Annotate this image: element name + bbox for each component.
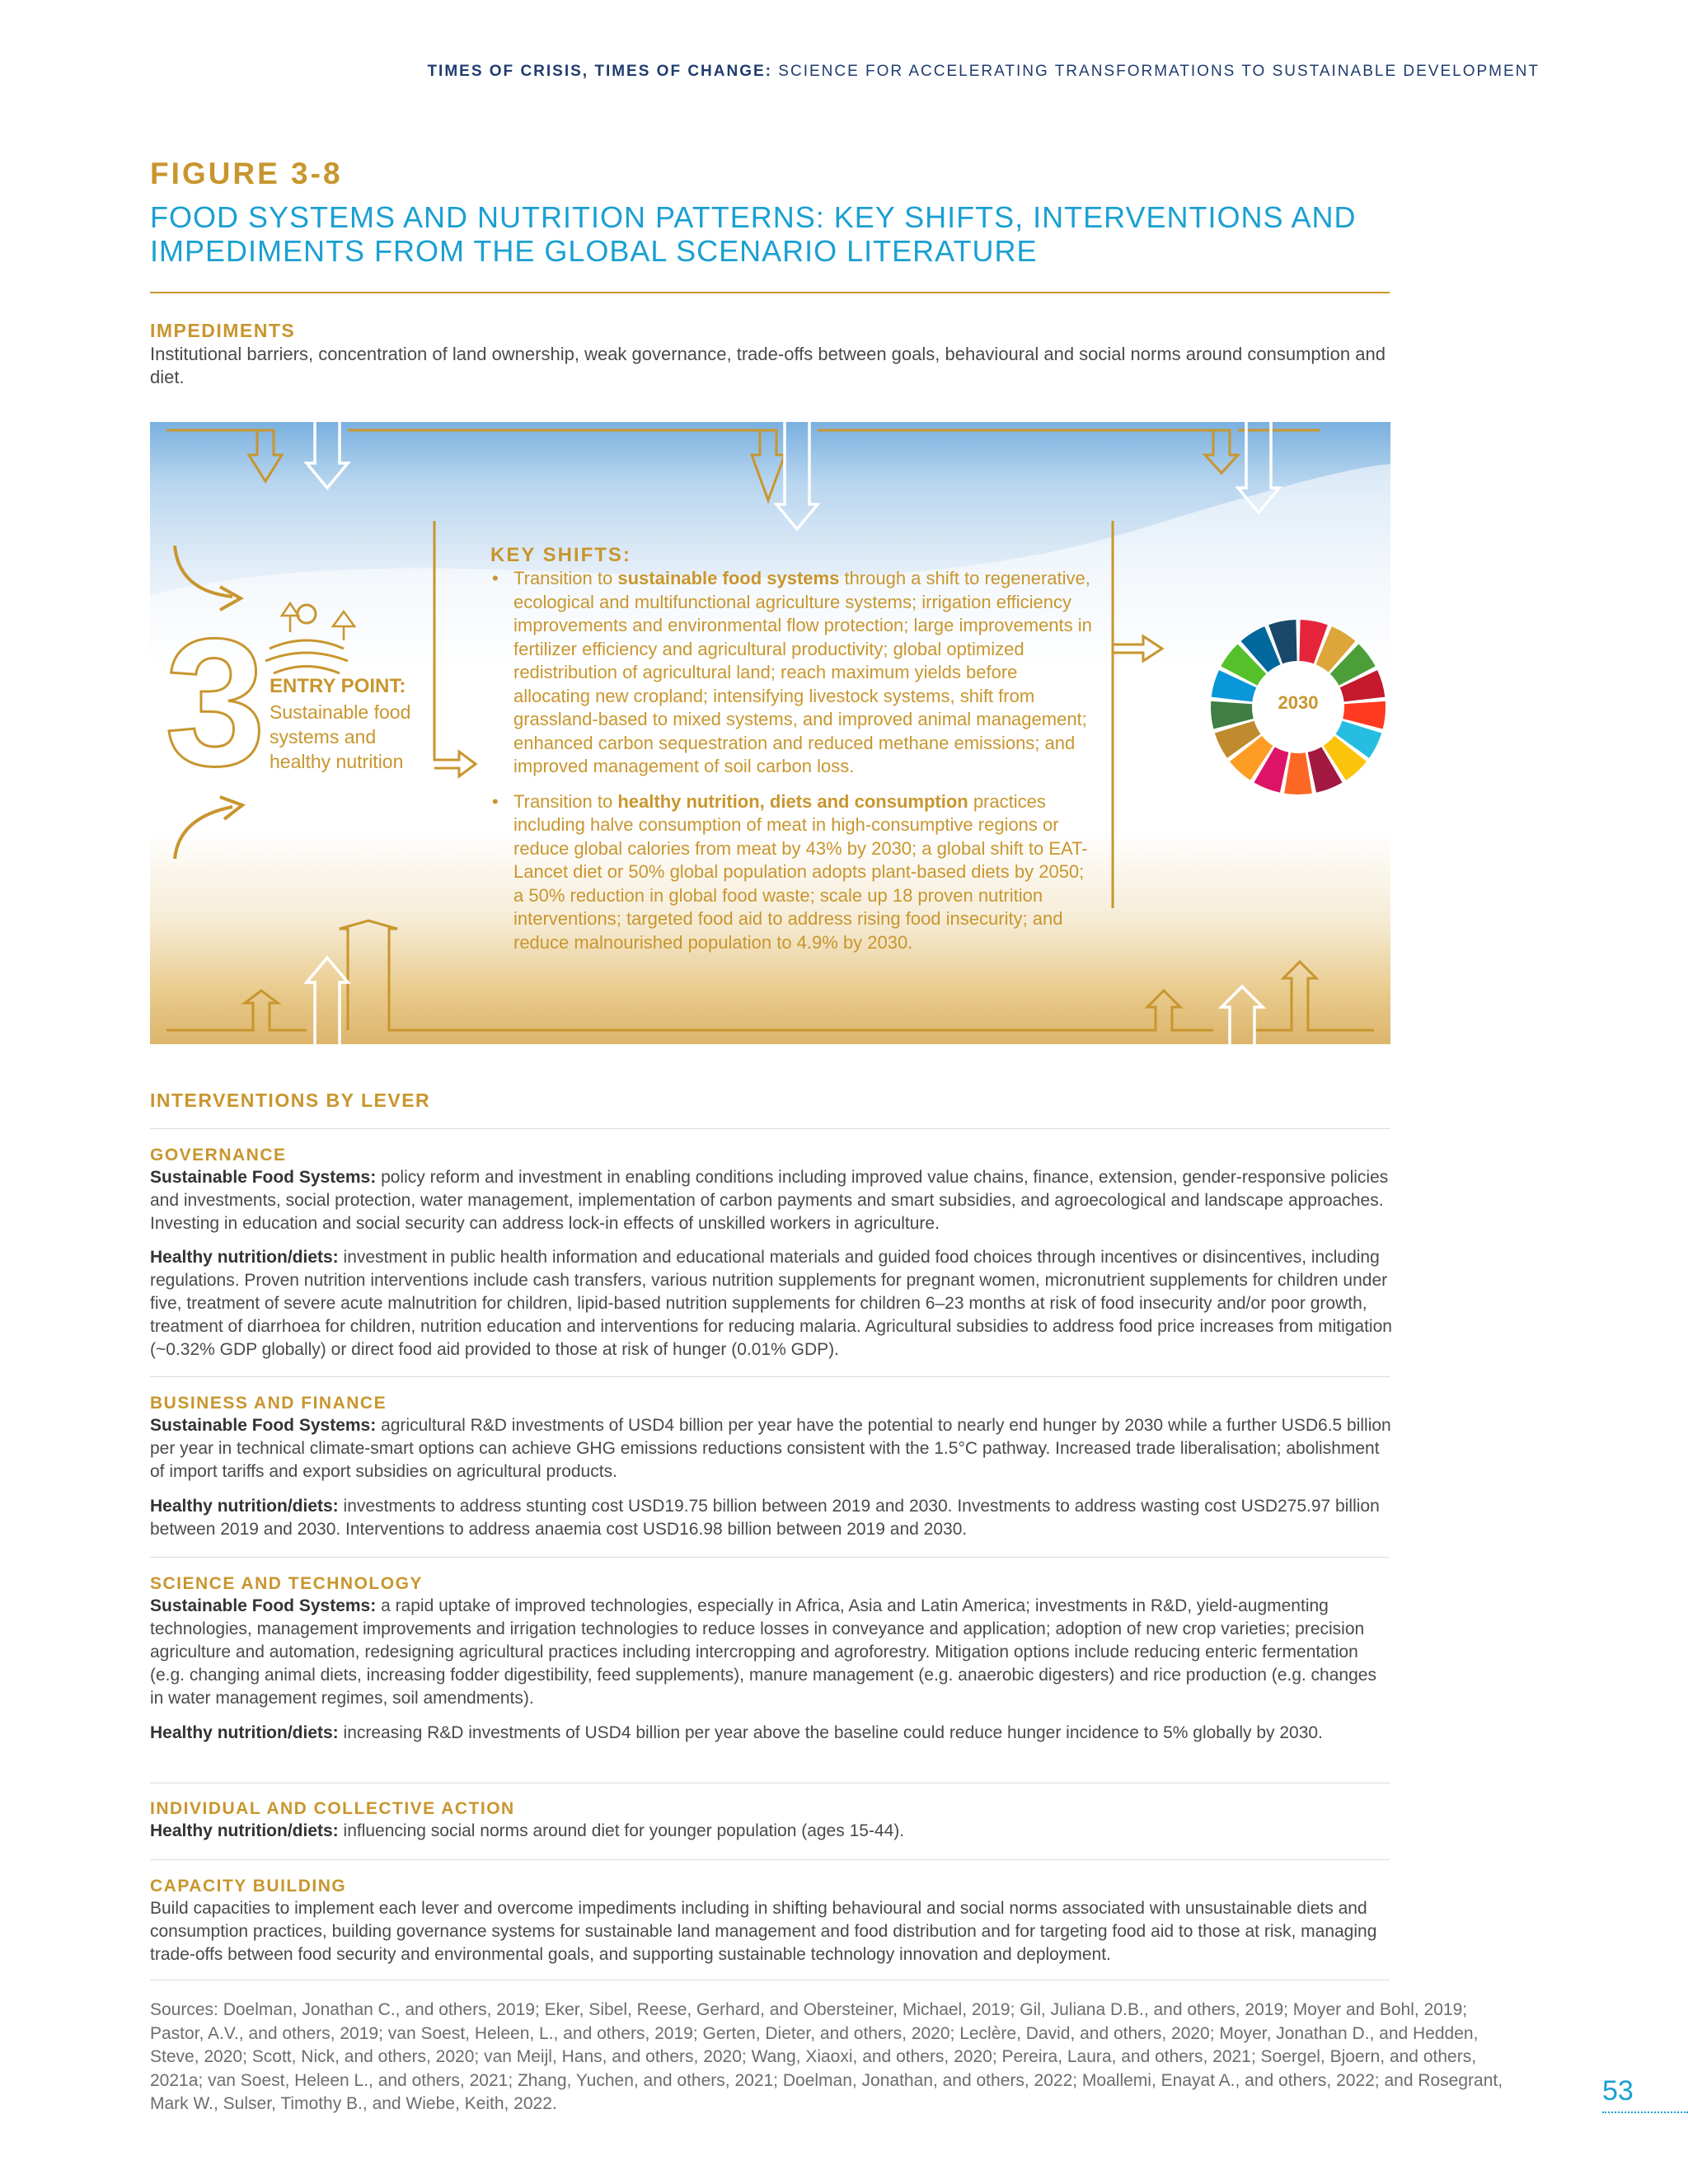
shift-post: practices including halve consumption of meat in high-consumptive regions or reduce global calories from meat by 43% by 2030; a global shift to EAT-Lancet diet or 50% global population adopts plant-based diets by 2050; a 50% reduction in global food waste; scale up 18 proven nutrition interventions; targeted food aid to address rising food insecurity; and reduce malnourished population to 4.9% by 2030. <box>513 790 1088 953</box>
running-header-rest: SCIENCE FOR ACCELERATING TRANSFORMATIONS TO SUSTAINABLE DEVELOPMENT <box>772 63 1540 80</box>
curved-arrow-bottom <box>175 807 232 859</box>
hnd-label: Healthy nutrition/diets: <box>150 1723 339 1742</box>
shift-bold: healthy nutrition, diets and consumption <box>617 790 968 812</box>
intervention-arrow-1 <box>166 991 307 1030</box>
key-shifts-diagram <box>150 422 1390 1044</box>
key-shift-item <box>490 567 1092 779</box>
bullet: • <box>492 790 499 812</box>
science-hnd <box>150 1722 1395 1745</box>
governance-sfs <box>150 1166 1395 1235</box>
business-hnd-text: investments to address stunting cost USD19.75 billion between 2019 and 2030. Investments to address wasting cost USD275.97 billion between 2019 and 2030. Interventions to address anaemia cost USD16.98 billion between 2019 and 2030. <box>150 1497 1380 1539</box>
bullet: • <box>492 568 499 588</box>
key-shift-item <box>490 790 1092 955</box>
divider <box>150 1376 1390 1377</box>
figure-label: FIGURE 3-8 <box>150 157 343 190</box>
sfs-label: Sustainable Food Systems: <box>150 1596 377 1615</box>
governance-hnd <box>150 1246 1395 1361</box>
goal-year: 2030 <box>1278 692 1319 713</box>
shift-pre: Transition to <box>513 568 618 588</box>
white-arrow-top-2 <box>776 422 818 529</box>
divider <box>150 1557 1390 1558</box>
business-sfs <box>150 1414 1395 1483</box>
running-header <box>427 63 1540 81</box>
impediment-arrow-2 <box>348 430 785 500</box>
hnd-label: Healthy nutrition/diets: <box>150 1248 339 1267</box>
entry-point-title: ENTRY POINT: <box>270 675 406 697</box>
entry-number: 3 <box>165 601 266 804</box>
lever-governance: GOVERNANCE <box>150 1146 287 1165</box>
shift-bold: sustainable food systems <box>617 568 840 588</box>
business-hnd <box>150 1495 1395 1541</box>
white-arrow-bottom-1 <box>307 958 348 1044</box>
sources: Sources: Doelman, Jonathan C., and others, 2019; Eker, Sibel, Reese, Gerhard, and Obersteiner, Michael, 2019; Gil, Juliana D.B., and others, 2019; Moyer and Bohl, 2019; Pastor, A.V., and others, 2019; van Soest, Heleen, L., and others, 2019; Gerten, Dieter, and others, 2020; Leclère, David, and others, 2020; Moyer, Jonathan D., and Hedden, Steve, 2020; Scott, Nick, and others, 2020; van Meijl, Hans, and others, 2020; Wang, Xiaoxi, and others, 2020; Pereira, Laura, and others, 2021; Soergel, Bjoern, and others, 2021a; van Soest, Heleen L., and others, 2021; Zhang, Yuchen, and others, 2021; Doelman, Jonathan, and others, 2022; Moallemi, Enayat A., and others, 2022; and Rosegrant, Mark W., Sulser, Timothy B., and Wiebe, Keith, 2022. <box>150 2000 1503 2113</box>
governance-sfs-text: policy reform and investment in enabling conditions including improved value chains, finance, extension, gender-responsive policies and investments, social protection, water management, implementation of carbon payments and smart subsidies, and agroecological and landscape approaches. Investing in education and social security can address lock-in effects of unskilled workers in agriculture. <box>150 1168 1389 1233</box>
shift-pre: Transition to <box>513 790 618 812</box>
hnd-label: Healthy nutrition/diets: <box>150 1497 339 1516</box>
individual-hnd-text: influencing social norms around diet for younger population (ages 15-44). <box>338 1821 905 1840</box>
running-header-bold: TIMES OF CRISIS, TIMES OF CHANGE: <box>427 63 773 80</box>
shift-post: through a shift to regenerative, ecological and multifunctional agriculture systems; irrigation efficiency improvements and environmental flow protection; large improvements in fertilizer efficiency and agricultural productivity; global optimized redistribution of agricultural land; reach maximum yields before allocating new cropland; intensifying livestock systems, shift from grassland-based to mixed systems, and improved animal management; enhanced carbon sequestration and reduced methane emissions; and improved management of soil carbon loss. <box>513 568 1092 776</box>
science-hnd-text: increasing R&D investments of USD4 billion per year above the baseline could reduce hunger incidence to 5% globally by 2030. <box>338 1723 1323 1742</box>
lever-individual: INDIVIDUAL AND COLLECTIVE ACTION <box>150 1799 515 1818</box>
impediment-arrow-3 <box>818 430 1238 473</box>
individual-hnd <box>150 1820 1395 1843</box>
lever-capacity: CAPACITY BUILDING <box>150 1877 347 1896</box>
capacity-text: Build capacities to implement each lever and overcome impediments including in shifting behavioural and social norms associated with unsustainable diets and consumption practices, building governance systems for sustainable land management and food distribution and for targeting food aid to those at risk, managing trade-offs between food security and environmental goals, and supporting sustainable technology innovation and deployment. <box>150 1899 1377 1964</box>
interventions-heading: INTERVENTIONS BY LEVER <box>150 1090 431 1111</box>
key-shifts-title: KEY SHIFTS: <box>490 544 631 566</box>
white-arrow-bottom-2 <box>1221 987 1263 1044</box>
business-sfs-text: agricultural R&D investments of USD4 billion per year have the potential to nearly end hunger by 2030 while a further USD6.5 billion per year in technical climate-smart options can achieve GHG emissions reductions consistent with the 1.5°C pathway. Increased trade liberalisation; abolishment of import tariffs and export subsidies on agricultural products. <box>150 1416 1391 1481</box>
page-number: 53 <box>1602 2075 1634 2107</box>
key-shifts-list <box>490 567 1092 966</box>
sfs-label: Sustainable Food Systems: <box>150 1416 377 1435</box>
page-number-dots <box>1602 2111 1688 2113</box>
divider <box>150 1128 1390 1129</box>
figure-title: FOOD SYSTEMS AND NUTRITION PATTERNS: KEY SHIFTS, INTERVENTIONS AND IMPEDIMENTS FROM THE GLOBAL SCENARIO LITERATURE <box>150 200 1357 268</box>
science-sfs <box>150 1595 1395 1710</box>
governance-hnd-text: investment in public health information and educational materials and guided food choices through incentives or disincentives, including regulations. Proven nutrition interventions include cash transfers, various nutrition supplements for pregnant women, micronutrient supplements for children under five, treatment of severe acute malnutrition for children, lipid-based nutrition supplements for children 6–23 months at risk of food insecurity and/or poor growth, treatment of diarrhoea for children, nutrition education and interventions for reducing malaria. Agricultural subsidies to address food price increases from mitigation (~0.32% GDP globally) or direct food aid provided to those at risk of hunger (0.01% GDP). <box>150 1248 1392 1359</box>
sdg-wheel-segment <box>1284 752 1312 794</box>
impediments-label: IMPEDIMENTS <box>150 320 296 341</box>
intervention-arrow-3 <box>1254 962 1374 1030</box>
lever-science: SCIENCE AND TECHNOLOGY <box>150 1574 423 1593</box>
title-divider <box>150 292 1390 293</box>
hnd-label: Healthy nutrition/diets: <box>150 1821 339 1840</box>
divider <box>150 1859 1390 1860</box>
science-sfs-text: a rapid uptake of improved technologies, especially in Africa, Asia and Latin America; investments in R&D, yield-augmenting technologies, management improvements and irrigation technologies to reduce losses in conveyance and application; adoption of new crop varieties; precision agriculture and automation, redesigning agricultural practices including intercropping and agroforestry. Mitigation options include reducing enteric fermentation (e.g. changing animal diets, increasing fodder digestibility, feed supplements), manure management (e.g. anaerobic digesters) and rice production (e.g. changes in water management regimes, soil amendments). <box>150 1596 1376 1708</box>
lever-business: BUSINESS AND FINANCE <box>150 1394 387 1413</box>
white-arrow-top-1 <box>307 422 348 488</box>
impediments-text: Institutional barriers, concentration of land ownership, weak governance, trade-offs between goals, behavioural and social norms around consumption and diet. <box>150 344 1386 387</box>
impediment-arrow-1 <box>166 430 282 481</box>
entry-point-text: Sustainable food systems and healthy nutrition <box>270 701 411 772</box>
sfs-label: Sustainable Food Systems: <box>150 1168 377 1187</box>
